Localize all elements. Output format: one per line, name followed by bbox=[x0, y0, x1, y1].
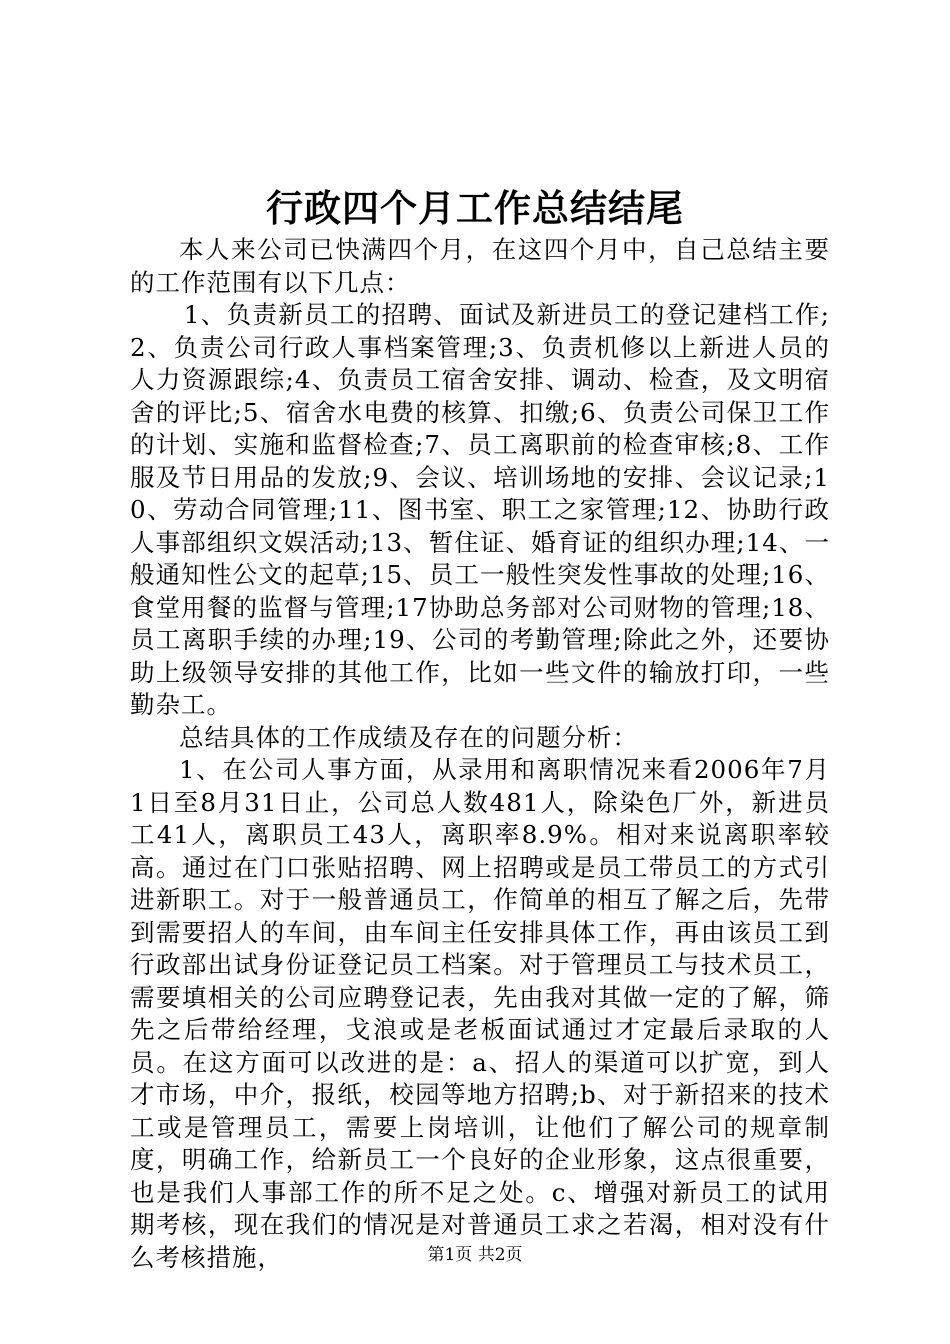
duties-paragraph: 1、负责新员工的招聘、面试及新进员工的登记建档工作;2、负责公司行政人事档案管理;3、负责机修以上新进人员的人力资源跟综;4、负责员工宿舍安排、调动、检查，及文明宿舍的评比;5、宿舍水电费的核算、扣缴;6、负责公司保卫工作的计划、实施和监督检查;7、员工离职前的检查审核;8、工作服及节日用品的发放;9、会议、培训场地的安排、会议记录;10、劳动合同管理;11、图书室、职工之家管理;12、协助行政人事部组织文娱活动;13、暂住证、婚育证的组织办理;14、一般通知性公文的起草;15、员工一般性突发性事故的处理;16、食堂用餐的监督与管理;17协助总务部对公司财物的管理;18、员工离职手续的办理;19、公司的考勤管理;除此之外，还要协助上级领导安排的其他工作，比如一些文件的输放打印，一些勤杂工。 bbox=[130, 300, 830, 719]
document-title: 行政四个月工作总结结尾 bbox=[266, 186, 684, 230]
intro-paragraph: 本人来公司已快满四个月，在这四个月中，自己总结主要的工作范围有以下几点： bbox=[130, 235, 830, 297]
analysis-heading-paragraph: 总结具体的工作成绩及存在的问题分析： bbox=[179, 722, 638, 752]
personnel-analysis-paragraph: 1、在公司人事方面，从录用和离职情况来看2006年7月1日至8月31日止，公司总人数481人，除染色厂外，新进员工41人，离职员工43人，离职率8.9%。相对来说离职率较高。通过在门口张贴招聘、网上招聘或是员工带员工的方式引进新职工。对于一般普通员工，作简单的相互了解之后，先带到需要招人的车间，由车间主任安排具体工作，再由该员工到行政部出试身份证登记员工档案。对于管理员工与技术员工，需要填相关的公司应聘登记表，先由我对其做一定的了解，筛先之后带给经理，戈浪或是老板面试通过才定最后录取的人员。在这方面可以改进的是：a、招人的渠道可以扩宽，到人才市场，中介，报纸，校园等地方招聘;b、对于新招来的技术工或是管理员工，需要上岗培训，让他们了解公司的规章制度，明确工作，给新员工一个良好的企业形象，这点很重要，也是我们人事部工作的所不足之处。c、增强对新员工的试用期考核，现在我们的情况是对普通员工求之若渴，相对没有什么考核措施， bbox=[130, 755, 830, 1272]
document-body bbox=[130, 234, 830, 1274]
page-footer: 第1页 共2页 bbox=[427, 1245, 523, 1265]
